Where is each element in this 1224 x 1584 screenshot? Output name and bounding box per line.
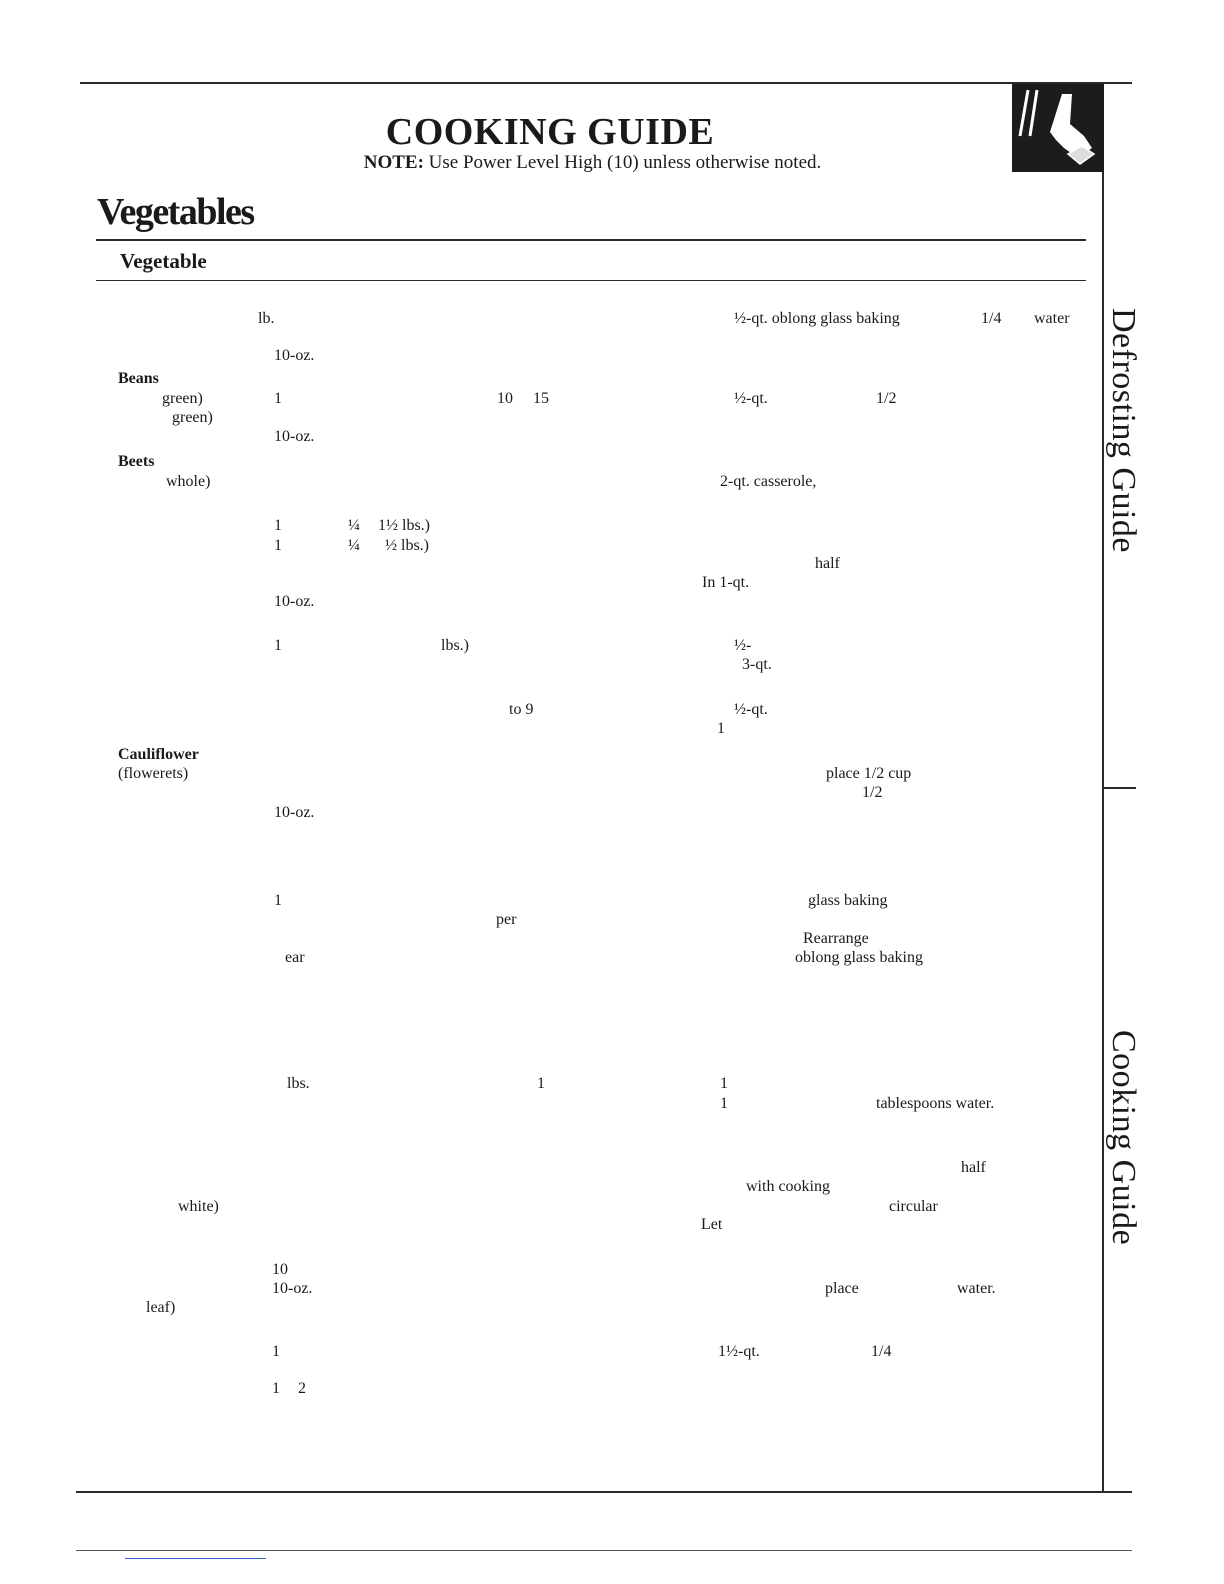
table-cell: ½-qt.: [734, 701, 768, 718]
table-cell: 1½-qt.: [718, 1343, 760, 1360]
table-cell: 1/2: [862, 784, 883, 801]
table-cell: tablespoons water.: [876, 1095, 995, 1112]
table-cell: 1: [274, 517, 282, 534]
table-cell: In 1-qt.: [702, 574, 750, 591]
table-cell: 2-qt. casserole,: [720, 473, 817, 490]
table-cell: 1: [274, 537, 282, 554]
table-cell: 1: [720, 1075, 728, 1092]
table-cell: leaf): [146, 1299, 176, 1316]
table-cell: half: [961, 1159, 986, 1176]
table-cell: ¼: [348, 517, 360, 534]
table-cell: 1: [717, 720, 725, 737]
table-cell: half: [815, 555, 840, 572]
table-cell: 1½ lbs.): [378, 517, 430, 534]
section-title: Vegetables: [97, 191, 254, 233]
page-title: COOKING GUIDE: [385, 111, 715, 153]
table-cell: 10-oz.: [272, 1280, 313, 1297]
table-cell: oblong glass baking: [795, 949, 923, 966]
table-cell: 1/4: [981, 310, 1002, 327]
footer-link-underline: [125, 1558, 266, 1559]
column-header-vegetable: Vegetable: [120, 249, 207, 273]
table-cell: 10-oz.: [274, 593, 315, 610]
table-cell: 10-oz.: [274, 428, 315, 445]
table-cell: 1: [274, 390, 282, 407]
table-cell: 1/4: [871, 1343, 892, 1360]
table-cell: ear: [285, 949, 305, 966]
table-cell: lb.: [258, 310, 275, 327]
top-rule: [80, 82, 1132, 84]
table-cell: to 9: [509, 701, 534, 718]
table-cell: ½-: [734, 637, 752, 654]
table-cell: glass baking: [808, 892, 888, 909]
table-cell: ½-qt.: [734, 390, 768, 407]
table-cell: 1: [274, 892, 282, 909]
table-cell: water.: [957, 1280, 996, 1297]
table-cell: place: [825, 1280, 859, 1297]
table-cell: with cooking: [746, 1178, 830, 1195]
table-cell: Let: [701, 1216, 723, 1233]
table-cell: 2: [298, 1380, 306, 1397]
table-cell: (flowerets): [118, 765, 189, 782]
table-cell: ½ lbs.): [385, 537, 429, 554]
table-cell: 1: [274, 637, 282, 654]
table-cell-vegetable: Beans: [118, 370, 159, 387]
table-cell: 1: [720, 1095, 728, 1112]
table-cell: 15: [533, 390, 549, 407]
table-cell: ¼: [348, 537, 360, 554]
tab-divider-rule: [1102, 787, 1136, 789]
table-cell: 3-qt.: [742, 656, 772, 673]
table-cell: Rearrange: [803, 930, 869, 947]
table-cell: 1: [272, 1380, 280, 1397]
bottom-rule: [76, 1491, 1132, 1493]
header-rule: [96, 280, 1086, 281]
note-text: Use Power Level High (10) unless otherwise noted.: [423, 152, 822, 173]
table-cell: water: [1034, 310, 1070, 327]
table-cell: place 1/2 cup: [826, 765, 912, 782]
table-cell: 10-oz.: [274, 347, 315, 364]
footer-rule: [76, 1550, 1132, 1551]
table-cell: green): [172, 409, 213, 426]
table-cell: lbs.): [441, 637, 469, 654]
note-label: NOTE:: [363, 152, 424, 173]
table-cell: 1: [537, 1075, 545, 1092]
table-cell: circular: [889, 1198, 938, 1215]
table-cell: 10: [497, 390, 513, 407]
table-cell: per: [496, 911, 517, 928]
table-cell: ½-qt. oblong glass baking: [734, 310, 900, 327]
table-cell: 10-oz.: [274, 804, 315, 821]
table-cell: whole): [166, 473, 211, 490]
table-cell: 1: [272, 1343, 280, 1360]
table-cell: 10: [272, 1261, 288, 1278]
table-cell: white): [178, 1198, 219, 1215]
table-cell: green): [162, 390, 203, 407]
side-tab-cooking-guide: Cooking Guide: [1105, 1030, 1142, 1246]
table-cell-vegetable: Beets: [118, 453, 155, 470]
table-cell-vegetable: Cauliflower: [118, 746, 199, 763]
section-rule: [96, 239, 1086, 241]
side-tab-defrosting-guide: Defrosting Guide: [1105, 308, 1142, 554]
power-level-note: [0, 152, 1185, 174]
table-cell: 1/2: [876, 390, 897, 407]
table-cell: lbs.: [287, 1075, 310, 1092]
